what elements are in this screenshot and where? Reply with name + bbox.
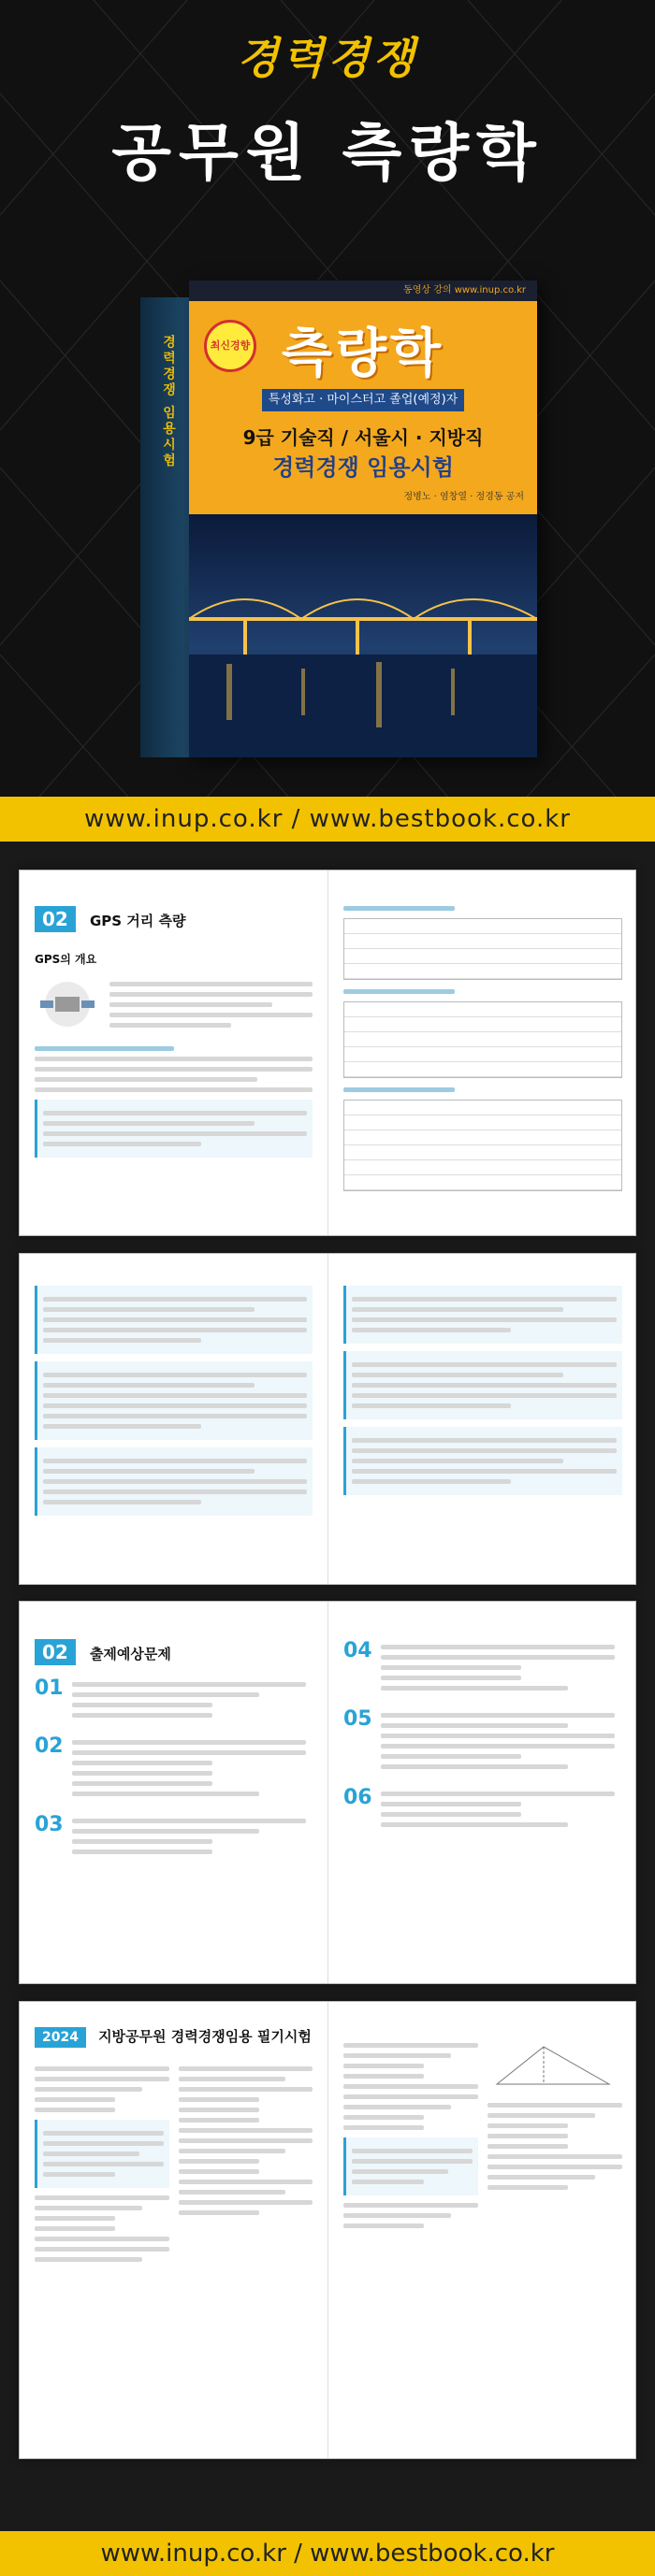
book-spine	[140, 297, 189, 757]
question-number: 03	[35, 1813, 64, 1836]
cover-subtitle-1: 9급 기술직 / 서울시 · 지방직	[242, 426, 484, 449]
question-number: 01	[35, 1677, 64, 1700]
preview-spread-4	[19, 2001, 636, 2459]
preview-page-right	[328, 871, 636, 1235]
satellite-illustration	[35, 976, 100, 1032]
exam-title: 지방공무원 경력경쟁임용 필기시험	[98, 2028, 312, 2045]
spine-text: 경력경쟁 임용시험	[161, 335, 176, 469]
cover-tag: 특성화고 · 마이스터고 졸업(예정)자	[262, 389, 464, 411]
cover-authors: 정병노 · 염창열 · 정경동 공저	[403, 492, 524, 502]
section-heading: GPS의 개요	[35, 953, 97, 966]
preview-page-right-3	[328, 1602, 636, 1983]
exam-year: 2024	[35, 2027, 86, 2048]
hero-subtitle: 경력경쟁	[237, 33, 418, 83]
hero-section	[0, 0, 655, 842]
website-bar-top[interactable]: www.inup.co.kr / www.bestbook.co.kr	[0, 797, 655, 842]
question-number: 05	[343, 1707, 372, 1731]
preview-page-left-2	[20, 1254, 328, 1584]
chapter-number-2: 02	[35, 1639, 76, 1665]
cover-top-line: 동영상 강의 www.inup.co.kr	[189, 281, 537, 301]
preview-page-left-4	[20, 2002, 328, 2458]
book-cover	[189, 281, 537, 757]
chapter-title: GPS 거리 측량	[89, 913, 186, 929]
chapter-title-2: 출제예상문제	[89, 1646, 171, 1662]
bridge-night-photo	[189, 514, 537, 757]
preview-page-right-2	[328, 1254, 636, 1584]
preview-page-left-3	[20, 1602, 328, 1983]
website-bar-bottom[interactable]: www.inup.co.kr / www.bestbook.co.kr	[0, 2531, 655, 2576]
cover-subtitle-2: 경력경쟁 임용시험	[272, 454, 454, 481]
latest-badge: 최신경향	[204, 320, 256, 372]
question-number: 04	[343, 1639, 372, 1662]
book-image	[140, 281, 543, 767]
preview-spread-1	[19, 870, 636, 1236]
preview-page-left	[20, 871, 328, 1235]
question-number: 02	[35, 1734, 64, 1758]
preview-spread-3	[19, 1601, 636, 1984]
chapter-number: 02	[35, 906, 76, 932]
cover-title: 측량학	[281, 324, 445, 384]
preview-page-right-4	[328, 2002, 636, 2458]
diagram-figure	[488, 2037, 619, 2094]
hero-title: 공무원 측량학	[111, 117, 544, 189]
question-number: 06	[343, 1786, 372, 1809]
preview-spread-2	[19, 1253, 636, 1585]
